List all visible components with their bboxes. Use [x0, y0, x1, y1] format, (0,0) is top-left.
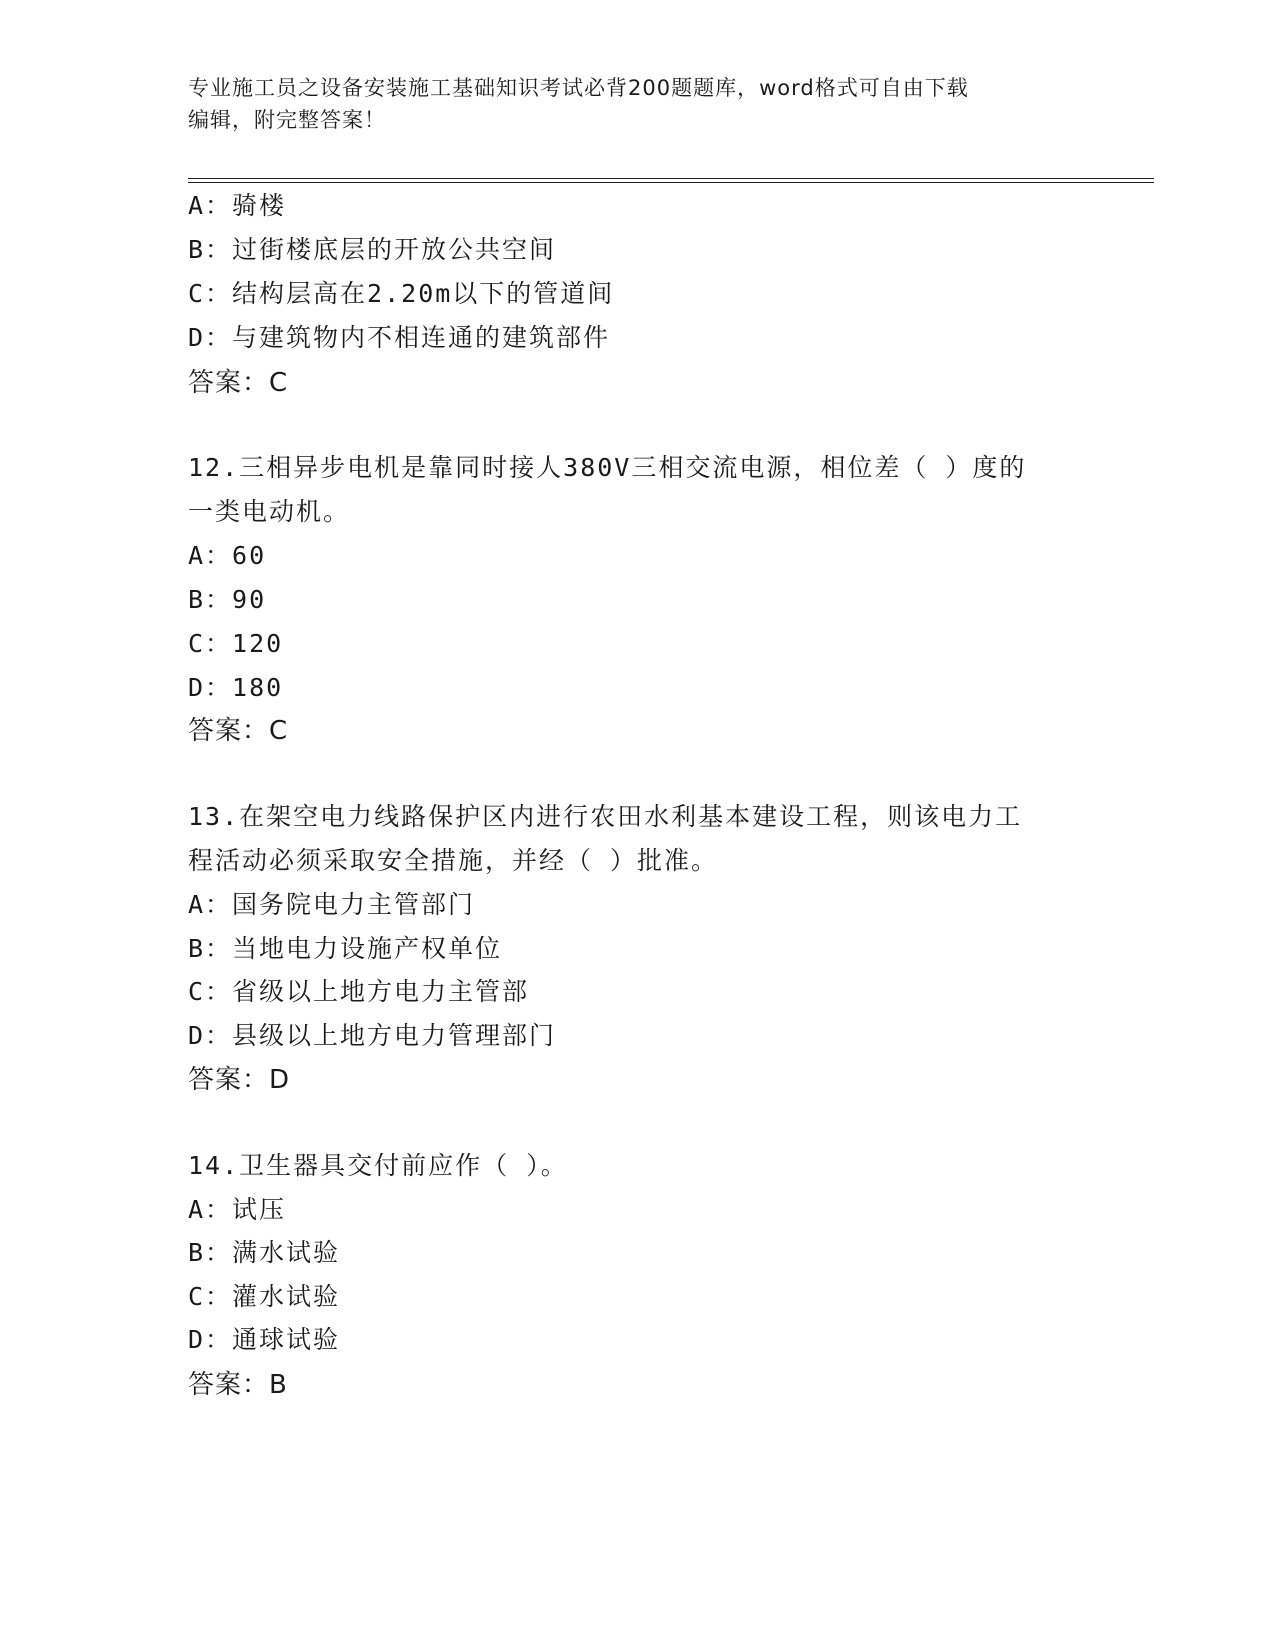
- q14-stem-line-1: 14.卫生器具交付前应作（ ）。: [188, 1151, 568, 1180]
- q12-option-c: C：120: [188, 629, 284, 658]
- q11-option-b: B：过街楼底层的开放公共空间: [188, 235, 557, 264]
- q13-option-b: B：当地电力设施产权单位: [188, 934, 503, 963]
- q11-answer: 答案：C: [188, 368, 289, 398]
- q13-stem-line-1: 13.在架空电力线路保护区内进行农田水利基本建设工程，则该电力工: [188, 802, 1023, 831]
- q11-option-c: C：结构层高在2.20m以下的管道间: [188, 279, 615, 308]
- document-header: [188, 72, 1088, 136]
- q14-option-a: A：试压: [188, 1195, 287, 1224]
- q14-option-c: C：灌水试验: [188, 1282, 341, 1311]
- q12-stem-line-2: 一类电动机。: [188, 497, 351, 526]
- q11-option-a: A：骑楼: [188, 191, 287, 220]
- header-divider: [188, 178, 1154, 183]
- q14-option-b: B：满水试验: [188, 1238, 341, 1267]
- q13-option-a: A：国务院电力主管部门: [188, 890, 476, 919]
- header-line-2: 编辑，附完整答案！: [188, 108, 386, 132]
- q12-stem-line-1: 12.三相异步电机是靠同时接人380V三相交流电源，相位差（ ）度的: [188, 453, 1027, 482]
- q13-answer: 答案：D: [188, 1065, 291, 1095]
- q14-answer: 答案：B: [188, 1370, 288, 1400]
- q12-answer: 答案：C: [188, 716, 289, 746]
- q12-option-d: D：180: [188, 673, 284, 702]
- header-line-1: 专业施工员之设备安装施工基础知识考试必背200题题库，word格式可自由下载: [188, 76, 969, 100]
- q14-option-d: D：通球试验: [188, 1325, 341, 1354]
- q13-option-c: C：省级以上地方电力主管部: [188, 977, 530, 1006]
- q13-stem-line-2: 程活动必须采取安全措施，并经（ ）批准。: [188, 846, 719, 875]
- q11-option-d: D：与建筑物内不相连通的建筑部件: [188, 323, 611, 352]
- q12-option-a: A：60: [188, 541, 267, 570]
- q12-option-b: B：90: [188, 585, 267, 614]
- q13-option-d: D：县级以上地方电力管理部门: [188, 1021, 557, 1050]
